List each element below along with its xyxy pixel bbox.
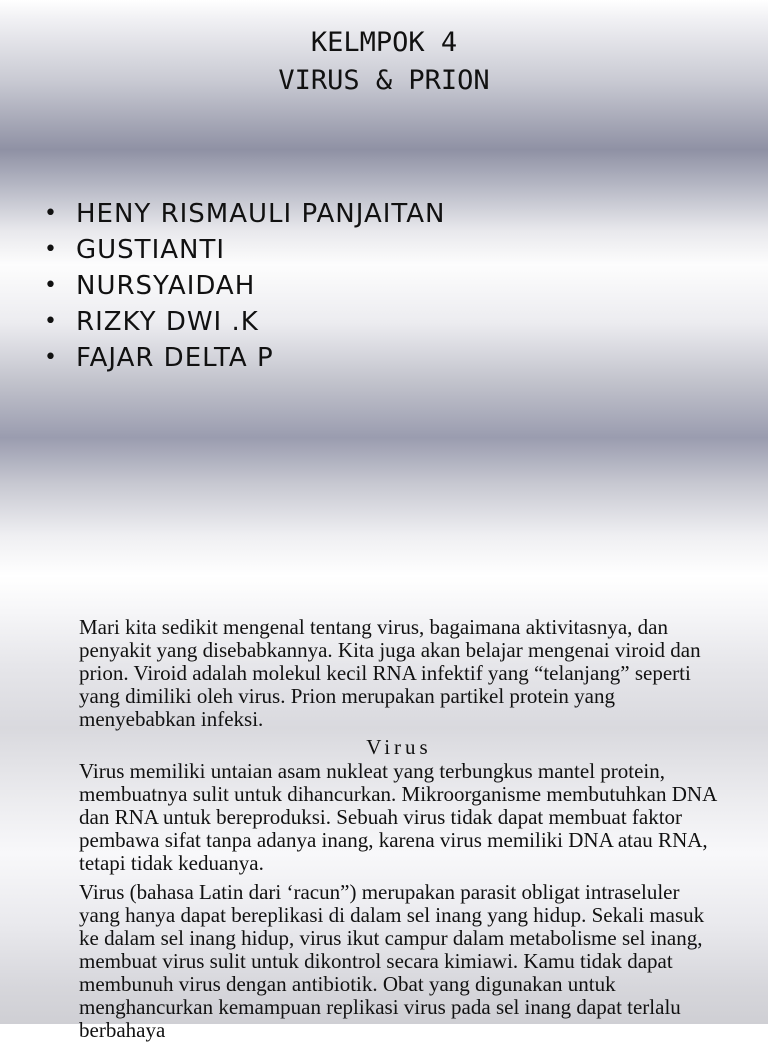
intro-paragraph: Mari kita sedikit mengenal tentang virus, bagaimana aktivitasnya, dan penyakit yang disebabkannya. Kita juga akan belajar mengenai viroid dan prion. Viroid adalah molekul kecil RNA infektif yang “telanjang” seperti yang dimiliki oleh virus. Prion merupakan partikel protein yang menyebabkan infeksi.: [79, 615, 701, 731]
bullet-icon: •: [44, 309, 58, 334]
member-item: [44, 304, 446, 340]
member-name: HENY RISMAULI PANJAITAN: [76, 199, 446, 229]
content-slide: [0, 576, 768, 1042]
slide-title: [0, 24, 768, 100]
bullet-icon: •: [44, 273, 58, 298]
member-list: [44, 196, 446, 376]
section-heading: Virus: [366, 735, 432, 759]
member-item: [44, 340, 446, 376]
member-item: [44, 268, 446, 304]
bullet-icon: •: [44, 201, 58, 226]
slide-body: [79, 616, 719, 1042]
member-item: [44, 196, 446, 232]
member-item: [44, 232, 446, 268]
virus-paragraph-2: Virus (bahasa Latin dari ‘racun”) merupakan parasit obligat intraseluler yang hanya dapat bereplikasi di dalam sel inang yang hidup. Sekali masuk ke dalam sel inang hidup, virus ikut campur dalam metabolisme sel inang, membuat virus sulit untuk dikontrol secara kimiawi. Kamu tidak dapat membunuh virus dengan antibiotik. Obat yang digunakan untuk menghancurkan kemampuan replikasi virus pada sel inang dapat terlalu berbahaya: [79, 880, 705, 1042]
member-name: GUSTIANTI: [76, 235, 226, 265]
title-line-group: KELMPOK 4: [310, 27, 458, 58]
bullet-icon: •: [44, 237, 58, 262]
title-line-topic: VIRUS & PRION: [278, 65, 490, 96]
member-name: NURSYAIDAH: [76, 271, 256, 301]
bullet-icon: •: [44, 345, 58, 370]
virus-paragraph-1: Virus memiliki untaian asam nukleat yang terbungkus mantel protein, membuatnya sulit untuk dihancurkan. Mikroorganisme membutuhkan DNA dan RNA untuk bereproduksi. Sebuah virus tidak dapat membuat faktor pembawa sifat tanpa adanya inang, karena virus memiliki DNA atau RNA, tetapi tidak keduanya.: [79, 759, 717, 875]
member-name: RIZKY DWI .K: [76, 307, 259, 337]
member-name: FAJAR DELTA P: [76, 343, 274, 373]
